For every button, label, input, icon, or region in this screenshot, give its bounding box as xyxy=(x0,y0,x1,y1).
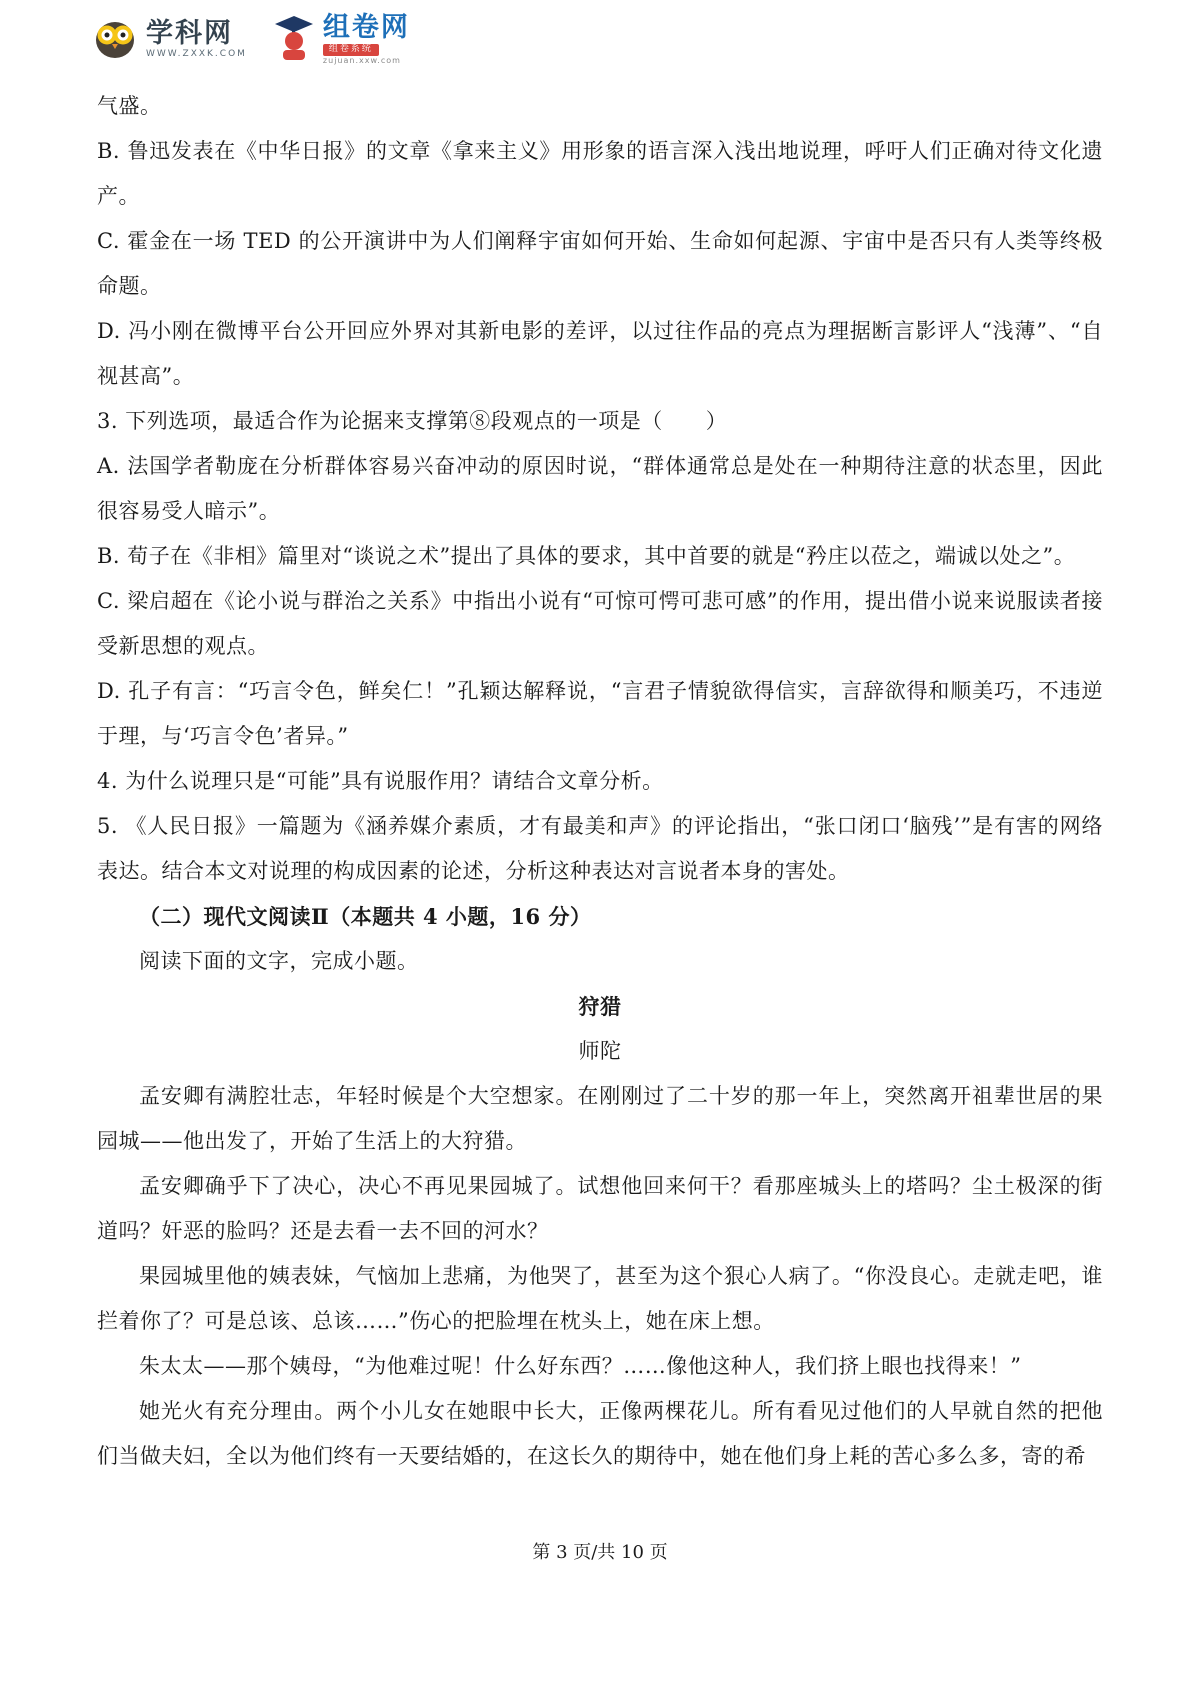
story-author: 师陀 xyxy=(578,1039,622,1063)
zujuan-logo-url: zujuan.xxw.com xyxy=(322,55,401,65)
option-d-q3: D. 孔子有言：“巧言令色，鲜矣仁！”孔颖达解释说，“言君子情貌欲得信实，言辞欲得和顺美巧，不违逆于理，与‘巧言令色’者异。” xyxy=(97,679,1103,748)
option-b-q3: B. 荀子在《非相》篇里对“谈说之术”提出了具体的要求，其中首要的就是“矜庄以莅之，端诚以处之”。 xyxy=(97,544,1076,568)
para-continuation: 气盛。 xyxy=(97,94,162,118)
reading-instruction: 阅读下面的文字，完成小题。 xyxy=(139,949,419,973)
logo-banner xyxy=(92,14,410,65)
zujuan-logo-text: 组卷网 xyxy=(322,12,410,43)
story-para-1: 孟安卿有满腔壮志，年轻时候是个大空想家。在刚刚过了二十岁的那一年上，突然离开祖辈世居的果园城——他出发了，开始了生活上的大狩猎。 xyxy=(97,1084,1103,1153)
story-para-3: 果园城里他的姨表妹，气恼加上悲痛，为他哭了，甚至为这个狠心人病了。“你没良心。走就走吧，谁拦着你了？可是总该、总该……”伤心的把脸埋在枕头上，她在床上想。 xyxy=(97,1264,1103,1333)
question-5: 5. 《人民日报》一篇题为《涵养媒介素质，才有最美和声》的评论指出，“张口闭口‘脑残’”是有害的网络表达。结合本文对说理的构成因素的论述，分析这种表达对言说者本身的害处。 xyxy=(97,814,1103,883)
document-body xyxy=(97,84,1103,1479)
section-ii-heading: （二）现代文阅读Ⅱ（本题共 4 小题，16 分） xyxy=(139,904,592,929)
story-title: 狩猎 xyxy=(578,994,622,1019)
zujuan-logo-tagline: 组卷系统 xyxy=(323,44,379,55)
question-3: 3. 下列选项，最适合作为论据来支撑第⑧段观点的一项是（ ） xyxy=(97,409,728,433)
xkw-logo xyxy=(92,15,247,65)
owl-icon xyxy=(92,15,138,65)
graduate-icon xyxy=(273,15,315,65)
story-para-5: 她光火有充分理由。两个小儿女在她眼中长大，正像两棵花儿。所有看见过他们的人早就自然的把他们当做夫妇，全以为他们终有一天要结婚的，在这长久的期待中，她在他们身上耗的苦心多么多，寄的希 xyxy=(97,1399,1103,1468)
option-a-q3: A. 法国学者勒庞在分析群体容易兴奋冲动的原因时说，“群体通常总是处在一种期待注意的状态里，因此很容易受人暗示”。 xyxy=(97,454,1103,523)
option-b-q2: B. 鲁迅发表在《中华日报》的文章《拿来主义》用形象的语言深入浅出地说理，呼吁人们正确对待文化遗产。 xyxy=(97,139,1103,208)
option-c-q2: C. 霍金在一场 TED 的公开演讲中为人们阐释宇宙如何开始、生命如何起源、宇宙中是否只有人类等终极命题。 xyxy=(97,229,1103,298)
xkw-logo-text: 学科网 xyxy=(146,17,233,49)
xkw-logo-url: WWW.ZXXK.COM xyxy=(146,49,247,60)
option-d-q2: D. 冯小刚在微博平台公开回应外界对其新电影的差评，以过往作品的亮点为理据断言影评人“浅薄”、“自视甚高”。 xyxy=(97,319,1103,388)
option-c-q3: C. 梁启超在《论小说与群治之关系》中指出小说有“可惊可愕可悲可感”的作用，提出借小说来说服读者接受新思想的观点。 xyxy=(97,589,1103,658)
story-para-2: 孟安卿确乎下了决心，决心不再见果园城了。试想他回来何干？看那座城头上的塔吗？尘土极深的街道吗？奸恶的脸吗？还是去看一去不回的河水？ xyxy=(97,1174,1103,1243)
zujuan-logo xyxy=(273,14,410,65)
page-number: 第 3 页/共 10 页 xyxy=(532,1542,668,1563)
story-para-4: 朱太太——那个姨母，“为他难过呢！什么好东西？……像他这种人，我们挤上眼也找得来！” xyxy=(139,1354,1022,1378)
question-4: 4. 为什么说理只是“可能”具有说服作用？请结合文章分析。 xyxy=(97,769,664,793)
